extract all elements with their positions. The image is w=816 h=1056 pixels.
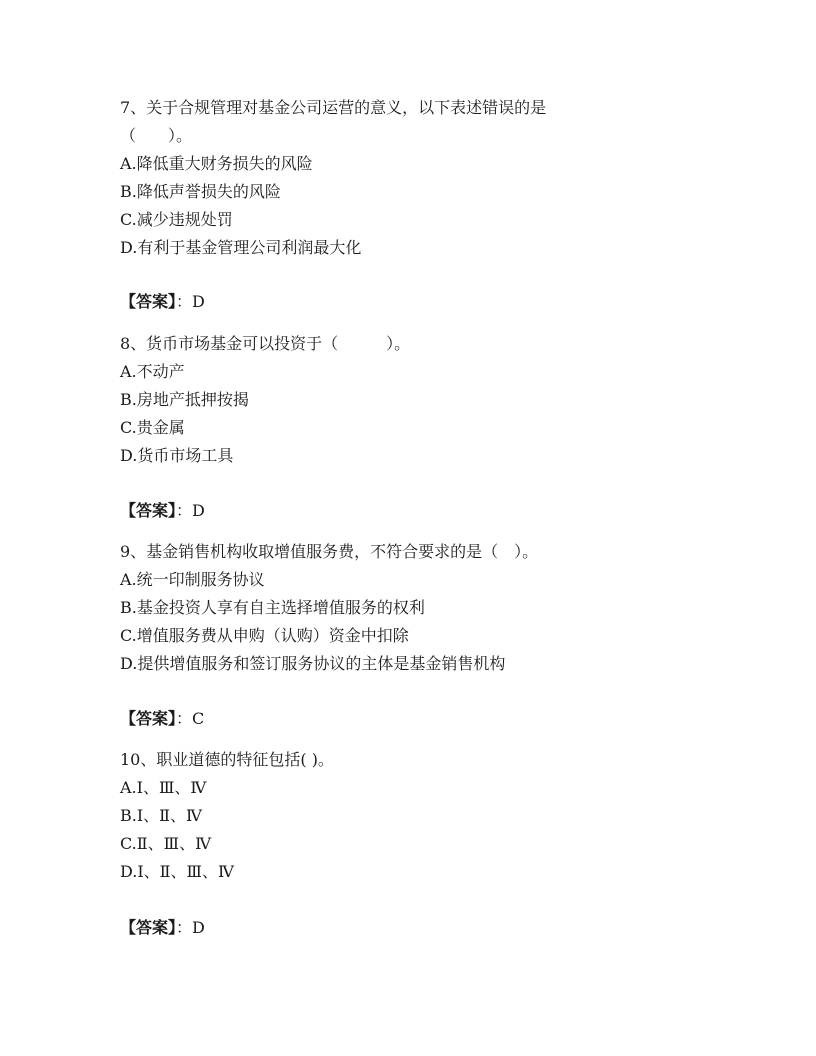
question-10-option-b: B.Ⅰ、Ⅱ、Ⅳ bbox=[120, 806, 203, 825]
question-10-stem: 10、职业道德的特征包括( )。 bbox=[120, 750, 334, 769]
question-10-option-c: C.Ⅱ、Ⅲ、Ⅳ bbox=[120, 834, 212, 853]
question-7-stem: 7、关于合规管理对基金公司运营的意义，以下表述错误的是 bbox=[120, 98, 547, 117]
question-9-option-b: B.基金投资人享有自主选择增值服务的权利 bbox=[120, 598, 425, 617]
question-9-option-d: D.提供增值服务和签订服务协议的主体是基金销售机构 bbox=[120, 654, 506, 673]
question-7-answer bbox=[120, 292, 205, 312]
answer-value: ：D bbox=[176, 501, 205, 520]
answer-label: 【答案】 bbox=[120, 292, 177, 311]
question-7-option-b: B.降低声誉损失的风险 bbox=[120, 182, 281, 201]
question-8-option-a: A.不动产 bbox=[120, 362, 185, 381]
question-8-option-c: C.贵金属 bbox=[120, 418, 185, 437]
answer-value: ：D bbox=[176, 292, 205, 311]
answer-value: ：C bbox=[176, 709, 205, 728]
question-8-answer bbox=[120, 501, 205, 521]
question-7-option-a: A.降低重大财务损失的风险 bbox=[120, 154, 313, 173]
question-9-option-a: A.统一印制服务协议 bbox=[120, 570, 265, 589]
question-10-option-a: A.Ⅰ、Ⅲ、Ⅳ bbox=[120, 778, 207, 797]
question-9-answer bbox=[120, 709, 204, 729]
question-9-stem: 9、基金销售机构收取增值服务费，不符合要求的是（ ）。 bbox=[120, 542, 539, 561]
question-10-answer bbox=[120, 918, 205, 938]
answer-label: 【答案】 bbox=[120, 501, 177, 520]
question-8-option-d: D.货币市场工具 bbox=[120, 446, 234, 465]
answer-value: ：D bbox=[176, 918, 205, 937]
question-10-option-d: D.Ⅰ、Ⅱ、Ⅲ、Ⅳ bbox=[120, 862, 234, 881]
question-7-option-d: D.有利于基金管理公司利润最大化 bbox=[120, 238, 362, 257]
question-8-stem: 8、货币市场基金可以投资于（ ）。 bbox=[120, 334, 411, 353]
question-8-option-b: B.房地产抵押按揭 bbox=[120, 390, 249, 409]
question-7-stem-continued: （ ）。 bbox=[120, 126, 193, 145]
answer-label: 【答案】 bbox=[120, 918, 177, 937]
answer-label: 【答案】 bbox=[120, 709, 177, 728]
question-9-option-c: C.增值服务费从申购（认购）资金中扣除 bbox=[120, 626, 409, 645]
question-7-option-c: C.减少违规处罚 bbox=[120, 210, 233, 229]
